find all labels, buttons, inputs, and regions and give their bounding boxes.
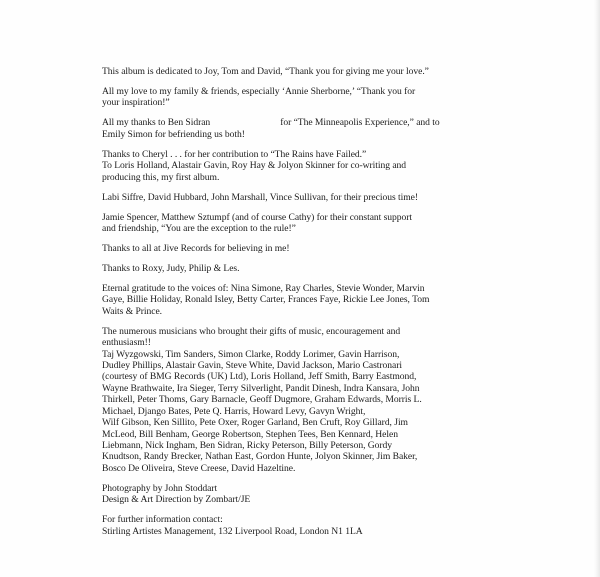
family-line-1: All my love to my family & friends, especially ‘Annie Sherborne,’ “Thank you for (102, 86, 416, 97)
cheryl-line-1: Thanks to Cheryl . . . for her contribution to “The Rains have Failed.” (102, 148, 367, 160)
musicians-intro-2: enthusiasm!! (102, 337, 151, 349)
photography-credit: Photography by John Stoddart (102, 482, 218, 494)
sidran-minneapolis: for “The Minneapolis Experience,” and to (280, 117, 440, 129)
roxy-paragraph (102, 263, 506, 274)
jamie-paragraph (102, 212, 506, 235)
contact-paragraph (102, 514, 506, 537)
musicians-paragraph (102, 326, 506, 474)
musicians-line: Wilf Gibson, Ken Sillito, Pete Oxer, Roger Garland, Ben Cruft, Roy Gillard, Jim (102, 417, 408, 429)
musicians-line: Dudley Phillips, Alastair Gavin, Steve White, David Jackson, Mario Castronari (102, 360, 402, 372)
jive-line: Thanks to all at Jive Records for believing in me! (102, 243, 290, 255)
musicians-intro-1: The numerous musicians who brought their gifts of music, encouragement and (102, 325, 401, 337)
jamie-line-1: Jamie Spencer, Matthew Sztumpf (and of course Cathy) for their constant support (102, 211, 413, 223)
musicians-line: Bosco De Oliveira, Steve Creese, David Hazeltine. (102, 462, 296, 474)
sidran-line-2: Emily Simon for befriending us both! (102, 128, 245, 140)
musicians-line: Wayne Brathwaite, Ira Sieger, Terry Silverlight, Pandit Dinesh, Indra Kansara, John (102, 382, 420, 394)
roxy-line: Thanks to Roxy, Judy, Philip & Les. (102, 263, 240, 275)
cheryl-line-2: To Loris Holland, Alastair Gavin, Roy Hay & Jolyon Skinner for co-writing and (102, 160, 407, 172)
liner-notes-text (102, 66, 506, 537)
voices-line-3: Waits & Prince. (102, 305, 163, 317)
voices-line-2: Gaye, Billie Holiday, Ronald Isley, Betty Carter, Frances Faye, Rickie Lee Jones, Tom (102, 294, 430, 306)
family-line-2: your inspiration!” (102, 97, 170, 109)
page-edge-shadow (594, 0, 600, 577)
labi-paragraph (102, 192, 506, 203)
family-paragraph (102, 86, 506, 109)
musicians-line: Thirkell, Peter Thoms, Gary Barnacle, Geoff Dugmore, Graham Edwards, Morris L. (102, 394, 422, 406)
musicians-line: Liebmann, Nick Ingham, Ben Sidran, Ricky Peterson, Billy Peterson, Gordy (102, 439, 393, 451)
contact-heading: For further information contact: (102, 514, 223, 526)
contact-address: Stirling Artistes Management, 132 Liverpool Road, London N1 1LA (102, 525, 363, 537)
sidran-paragraph (102, 117, 506, 140)
voices-paragraph (102, 283, 506, 317)
dedication-paragraph (102, 66, 506, 77)
design-credit: Design & Art Direction by Zombart/JE (102, 494, 251, 506)
musicians-line: McLeod, Bill Benham, George Robertson, Stephen Tees, Ben Kennard, Helen (102, 428, 398, 440)
musicians-line: (courtesy of BMG Records (UK) Ltd), Loris Holland, Jeff Smith, Barry Eastmond, (102, 371, 417, 383)
labi-line: Labi Siffre, David Hubbard, John Marshall, Vince Sullivan, for their precious time! (102, 191, 418, 203)
cheryl-paragraph (102, 149, 506, 183)
jamie-line-2: and friendship, “You are the exception to the rule!” (102, 223, 296, 235)
musicians-line: Michael, Django Bates, Pete Q. Harris, Howard Levy, Gavyn Wright, (102, 405, 366, 417)
musicians-line: Taj Wyzgowski, Tim Sanders, Simon Clarke, Roddy Lorimer, Gavin Harrison, (102, 348, 400, 360)
sidran-line-1 (102, 117, 506, 128)
cheryl-line-3: producing this, my first album. (102, 171, 220, 183)
musicians-line: Knudtson, Randy Brecker, Nathan East, Gordon Hunte, Jolyon Skinner, Jim Baker, (102, 451, 418, 463)
sidran-thanks: All my thanks to Ben Sidran (102, 117, 211, 129)
voices-line-1: Eternal gratitude to the voices of: Nina Simone, Ray Charles, Stevie Wonder, Marvin (102, 283, 425, 295)
jive-paragraph (102, 243, 506, 254)
dedication-line: This album is dedicated to Joy, Tom and David, “Thank you for giving me your love.” (102, 66, 429, 77)
credits-paragraph (102, 483, 506, 506)
